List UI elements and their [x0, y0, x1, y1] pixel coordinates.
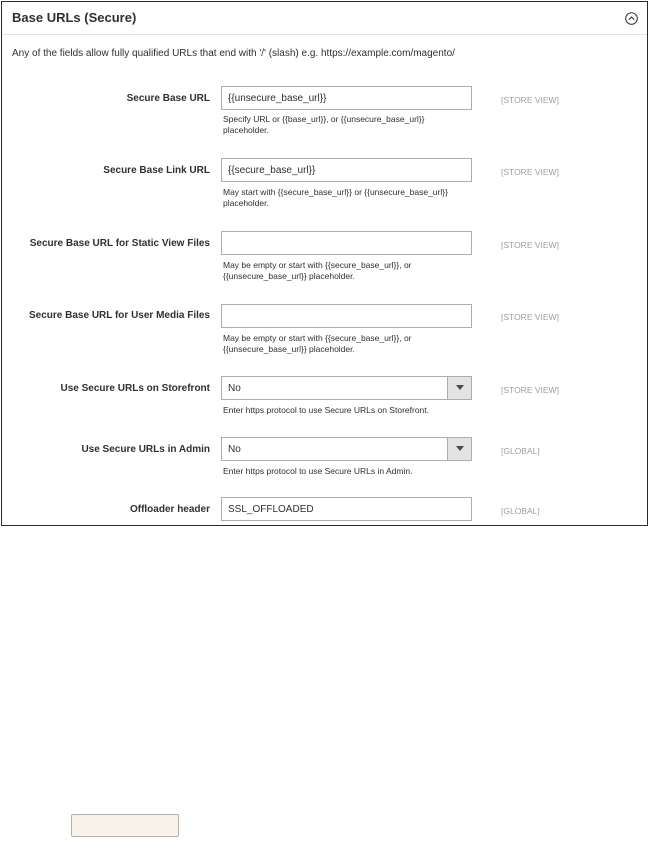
base-urls-secure-panel: [1, 1, 648, 526]
select-arrow[interactable]: [447, 438, 471, 460]
scope-label: [STORE VIEW]: [501, 312, 559, 322]
secure-base-link-url-label: Secure Base Link URL: [103, 165, 210, 176]
secure-user-media-files-note: [223, 333, 473, 355]
secure-base-url-note: [223, 114, 473, 136]
bottom-button[interactable]: [71, 814, 179, 837]
use-secure-storefront-note: Enter https protocol to use Secure URLs on Storefront.: [223, 405, 429, 415]
note-line: placeholder.: [223, 125, 269, 135]
note-line: May be empty or start with {{secure_base_url}}, or: [223, 333, 412, 343]
offloader-header-label: Offloader header: [129, 504, 210, 515]
triangle-down-icon: [456, 385, 464, 390]
panel-title: Base URLs (Secure): [12, 10, 137, 25]
panel-intro-text: Any of the fields allow fully qualified URLs that end with '/' (slash) e.g. https://example.com/magento/: [12, 48, 455, 59]
use-secure-admin-note: Enter https protocol to use Secure URLs in Admin.: [223, 466, 413, 476]
secure-static-view-files-note: [223, 260, 473, 282]
select-arrow[interactable]: [447, 377, 471, 399]
note-line: {{unsecure_base_url}} placeholder.: [223, 344, 355, 354]
secure-static-view-files-input[interactable]: [221, 231, 472, 255]
select-value: No: [228, 444, 241, 455]
scope-label: [STORE VIEW]: [501, 240, 559, 250]
secure-static-view-files-label: Secure Base URL for Static View Files: [29, 238, 210, 249]
use-secure-storefront-select[interactable]: [221, 376, 472, 400]
secure-user-media-files-label: Secure Base URL for User Media Files: [29, 310, 210, 321]
scope-label: [GLOBAL]: [501, 506, 540, 516]
triangle-down-icon: [456, 446, 464, 451]
scope-label: [GLOBAL]: [501, 446, 540, 456]
scope-label: [STORE VIEW]: [501, 95, 559, 105]
use-secure-admin-select[interactable]: [221, 437, 472, 461]
note-line: {{unsecure_base_url}} placeholder.: [223, 271, 355, 281]
scope-label: [STORE VIEW]: [501, 385, 559, 395]
use-secure-storefront-label: Use Secure URLs on Storefront: [60, 383, 210, 394]
note-line: placeholder.: [223, 198, 269, 208]
scope-label: [STORE VIEW]: [501, 167, 559, 177]
secure-user-media-files-input[interactable]: [221, 304, 472, 328]
secure-base-link-url-input[interactable]: [221, 158, 472, 182]
chevron-up-circle-icon[interactable]: [625, 12, 638, 25]
use-secure-admin-label: Use Secure URLs in Admin: [81, 444, 210, 455]
select-value: No: [228, 383, 241, 394]
note-line: May be empty or start with {{secure_base_url}}, or: [223, 260, 412, 270]
secure-base-url-input[interactable]: [221, 86, 472, 110]
title-divider: [2, 34, 647, 35]
offloader-header-input[interactable]: [221, 497, 472, 521]
note-line: Specify URL or {{base_url}}, or {{unsecure_base_url}}: [223, 114, 425, 124]
secure-base-link-url-note: [223, 187, 473, 209]
note-line: May start with {{secure_base_url}} or {{unsecure_base_url}}: [223, 187, 448, 197]
secure-base-url-label: Secure Base URL: [126, 93, 210, 104]
